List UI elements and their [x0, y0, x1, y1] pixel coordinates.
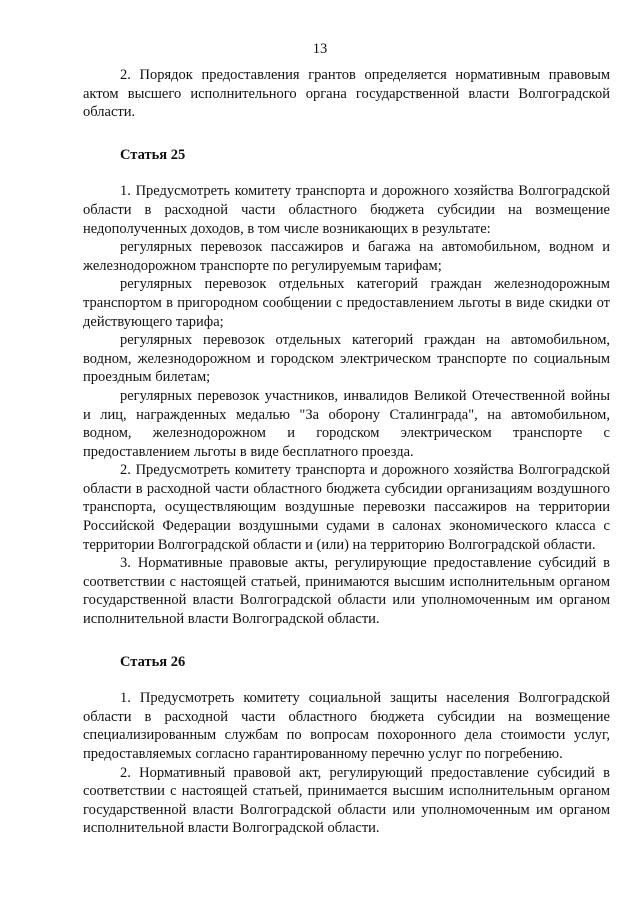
article-25-item-3: 3. Нормативные правовые акты, регулирующие предоставление субсидий в соответствии с настоящей статьей, принимаются высшим исполнительным органом государственной власти Волгоградской области или уполномоченным им органом исполнительной власти Волгоградской области.: [83, 555, 610, 628]
page-number: 13: [312, 41, 328, 57]
article-26-item-1: 1. Предусмотреть комитету социальной защиты населения Волгоградской области в расходной части областного бюджета субсидии на возмещение специализированным службам по вопросам похоронного дела стоимости услуг, предоставляемых согласно гарантированному перечню услуг по погребению.: [83, 690, 610, 762]
article-25-heading: Статья 25: [120, 146, 186, 163]
article-26-heading: Статья 26: [120, 653, 186, 670]
article-25-subitem-social-tickets: регулярных перевозок отдельных категорий граждан на автомобильном, водном, железнодорожном и городском электрическом транспорте по социальным проездным билетам;: [83, 332, 610, 386]
article-25-item-2: 2. Предусмотреть комитету транспорта и дорожного хозяйства Волгоградской области в расходной части областного бюджета субсидии организациям воздушного транспорта, осуществляющим воздушные перевозки пассажиров на территории Российской Федерации воздушными судами в салонах экономического класса с территории Волгоградской области и (или) на территорию Волгоградской области.: [83, 462, 610, 553]
article-25-subitem-suburban-rail: регулярных перевозок отдельных категорий граждан железнодорожным транспортом в пригородном сообщении с предоставлением льготы в виде скидки от действующего тарифа;: [83, 276, 610, 330]
article-25-subitem-passengers: регулярных перевозок пассажиров и багажа на автомобильном, водном и железнодорожном транспорте по регулируемым тарифам;: [83, 239, 610, 274]
paragraph-grants-order: 2. Порядок предоставления грантов определяется нормативным правовым актом высшего исполнительного органа государственной власти Волгоградской области.: [83, 67, 610, 121]
article-25-item-1: 1. Предусмотреть комитету транспорта и дорожного хозяйства Волгоградской области в расходной части областного бюджета субсидии на возмещение недополученных доходов, в том числе возникающих в результате:: [83, 183, 610, 237]
article-25-subitem-veterans: регулярных перевозок участников, инвалидов Великой Отечественной войны и лиц, награжденных медалью "За оборону Сталинграда", на автомобильном, водном, железнодорожном и городском электрическом транспорте с предоставлением льготы в виде бесплатного проезда.: [83, 387, 610, 460]
document-body: [83, 66, 610, 838]
article-26-item-2: 2. Нормативный правовой акт, регулирующий предоставление субсидий в соответствии с настоящей статьей, принимается высшим исполнительным органом государственной власти Волгоградской области или уполномоченным им органом исполнительной власти Волгоградской области.: [83, 764, 610, 837]
